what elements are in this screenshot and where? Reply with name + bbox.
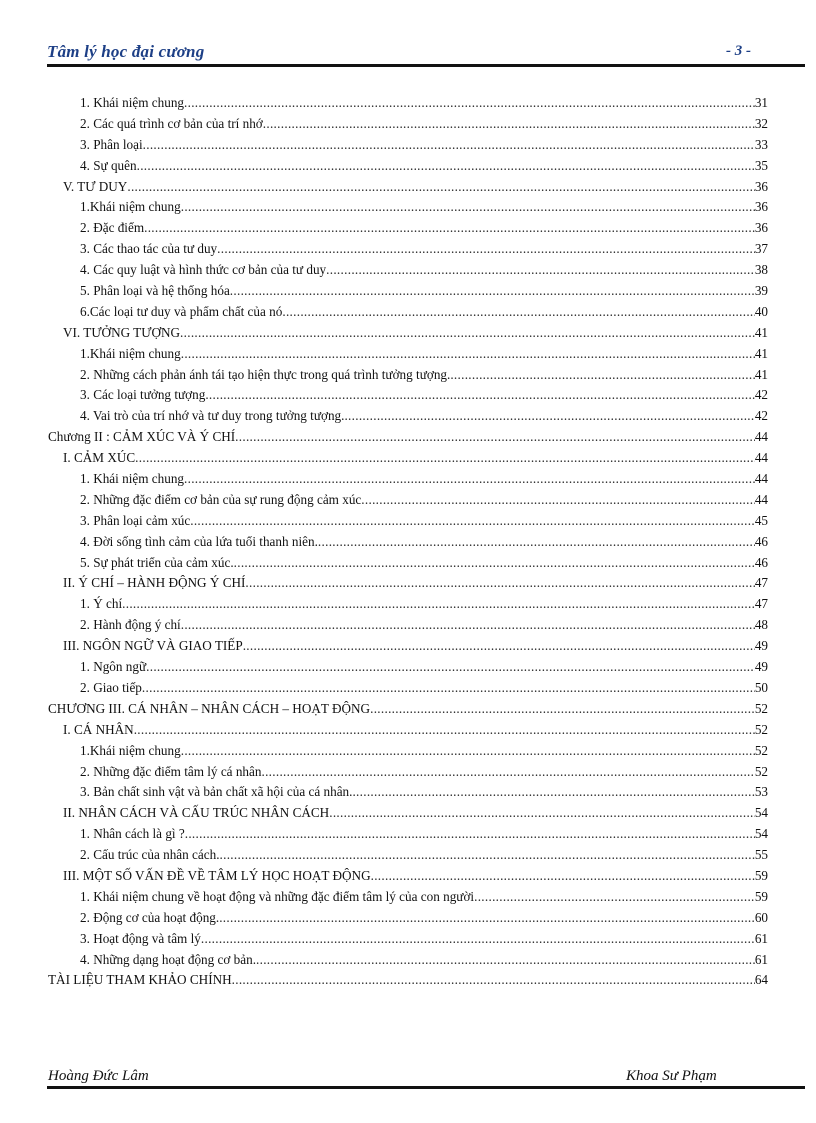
toc-entry-page: 49 <box>754 659 768 675</box>
toc-entry-page: 39 <box>754 283 768 299</box>
toc-dot-leader <box>181 615 755 636</box>
toc-entry-page: 47 <box>754 596 768 612</box>
toc-dot-leader <box>143 135 755 156</box>
toc-dot-leader <box>219 908 755 929</box>
toc-entry-page: 37 <box>754 241 768 257</box>
toc-entry-label: 1. Khái niệm chung về hoạt động và những đặc điểm tâm lý của con người <box>80 888 475 904</box>
toc-entry-page: 38 <box>754 262 768 278</box>
toc-entry-label: 3. Các thao tác của tư duy <box>80 241 218 257</box>
toc-entry-page: 44 <box>754 429 768 445</box>
toc-entry-label: 1.Khái niệm chung <box>80 199 181 215</box>
page-header <box>47 40 805 66</box>
toc-dot-leader <box>371 866 755 887</box>
toc-dot-leader <box>181 197 755 218</box>
toc-dot-leader <box>201 929 755 950</box>
toc-dot-leader <box>184 93 755 114</box>
toc-dot-leader <box>122 594 755 615</box>
toc-entry-page: 54 <box>754 826 768 842</box>
toc-entry[interactable] <box>48 135 768 156</box>
toc-entry-page: 36 <box>754 199 768 215</box>
toc-entry[interactable] <box>48 699 768 720</box>
toc-entry-page: 45 <box>754 512 768 528</box>
toc-entry-page: 52 <box>754 700 768 716</box>
toc-entry[interactable] <box>48 532 768 553</box>
toc-dot-leader <box>232 970 755 991</box>
toc-dot-leader <box>243 636 755 657</box>
toc-entry[interactable] <box>48 302 768 323</box>
toc-entry-label: 3. Bản chất sinh vật và bản chất xã hội của cá nhân. <box>80 784 353 800</box>
toc-dot-leader <box>134 720 755 741</box>
toc-entry-label: 2. Các quá trình cơ bản của trí nhớ <box>80 115 263 131</box>
toc-entry-label: 2. Cấu trúc của nhân cách. <box>80 847 220 863</box>
toc-entry-label: 4. Đời sống tình cảm của lứa tuổi thanh niên. <box>80 533 318 549</box>
toc-dot-leader <box>127 177 754 198</box>
toc-entry-label: VI. TƯỞNG TƯỢNG <box>63 324 181 340</box>
toc-dot-leader <box>474 887 755 908</box>
toc-dot-leader <box>220 845 755 866</box>
toc-entry-label: II. NHÂN CÁCH VÀ CẤU TRÚC NHÂN CÁCH <box>63 805 330 821</box>
toc-entry-page: 40 <box>754 303 768 319</box>
toc-entry-page: 52 <box>754 721 768 737</box>
toc-entry[interactable] <box>48 114 768 135</box>
toc-entry-label: 4. Những dạng hoạt động cơ bản. <box>80 951 257 967</box>
toc-entry[interactable] <box>48 218 768 239</box>
toc-entry-page: 61 <box>754 930 768 946</box>
toc-entry-label: V. TƯ DUY <box>63 178 128 194</box>
toc-entry[interactable] <box>48 177 768 198</box>
toc-dot-leader <box>318 532 755 553</box>
toc-entry[interactable] <box>48 657 768 678</box>
toc-entry-page: 31 <box>754 95 768 110</box>
toc-dot-leader <box>263 114 755 135</box>
toc-dot-leader <box>256 950 755 971</box>
toc-entry-label: III. MỘT SỐ VẤN ĐỀ VỀ TÂM LÝ HỌC HOẠT ĐỘNG <box>63 867 371 883</box>
toc-entry[interactable] <box>48 490 768 511</box>
toc-entry[interactable] <box>48 970 768 991</box>
toc-entry-page: 36 <box>754 220 768 236</box>
toc-entry[interactable] <box>48 511 768 532</box>
toc-entry-page: 49 <box>754 638 768 654</box>
toc-entry[interactable] <box>48 594 768 615</box>
toc-entry-label: III. NGÔN NGỮ VÀ GIAO TIẾP <box>63 638 243 654</box>
toc-entry-page: 46 <box>754 533 768 549</box>
toc-dot-leader <box>181 344 755 365</box>
toc-dot-leader <box>329 803 755 824</box>
toc-dot-leader <box>180 323 755 344</box>
toc-dot-leader <box>234 553 755 574</box>
toc-entry-label: 4. Sự quên <box>80 157 137 173</box>
toc-dot-leader <box>142 678 755 699</box>
toc-entry-label: 6.Các loại tư duy và phẩm chất của nó <box>80 303 283 319</box>
toc-entry-label: 1. Ý chí <box>80 596 123 612</box>
toc-entry-label: Chương II : CẢM XÚC VÀ Ý CHÍ <box>48 429 236 445</box>
toc-entry-label: TÀI LIỆU THAM KHẢO CHÍNH <box>48 972 232 988</box>
toc-entry-label: I. CẢM XÚC <box>63 450 136 466</box>
toc-entry[interactable] <box>48 385 768 406</box>
toc-entry-label: 1.Khái niệm chung <box>80 742 181 758</box>
toc-entry-page: 54 <box>754 805 768 821</box>
toc-entry-label: 2. Đặc điểm <box>80 220 145 236</box>
toc-entry-label: 1. Khái niệm chung <box>80 471 185 487</box>
header-page-number: - 3 - <box>726 43 751 59</box>
toc-entry-page: 33 <box>754 136 768 152</box>
toc-entry-label: 1. Ngôn ngữ <box>80 659 147 675</box>
toc-dot-leader <box>137 156 755 177</box>
toc-entry-page: 41 <box>754 345 768 361</box>
toc-entry-label: 3. Phân loại cảm xúc <box>80 512 191 528</box>
toc-entry[interactable] <box>48 93 768 114</box>
header-rule <box>47 64 805 67</box>
toc-entry-label: 1. Khái niệm chung <box>80 95 185 110</box>
toc-entry[interactable] <box>48 260 768 281</box>
toc-entry-page: 47 <box>754 575 768 591</box>
toc-entry-page: 41 <box>754 366 768 382</box>
toc-entry-page: 32 <box>754 115 768 131</box>
toc-dot-leader <box>217 239 755 260</box>
toc-entry-page: 44 <box>754 491 768 507</box>
footer-department: Khoa Sư Phạm <box>626 1068 717 1084</box>
toc-entry-label: 3. Các loại tưởng tượng <box>80 387 206 403</box>
toc-entry[interactable] <box>48 887 768 908</box>
toc-dot-leader <box>361 490 755 511</box>
header-title: Tâm lý học đại cương <box>47 42 205 61</box>
toc-entry-label: 3. Phân loại <box>80 136 143 152</box>
toc-entry-label: 1. Nhân cách là gì ? <box>80 826 185 842</box>
footer-author: Hoàng Đức Lâm <box>48 1068 149 1084</box>
toc-entry-page: 55 <box>754 847 768 863</box>
toc-entry[interactable] <box>48 636 768 657</box>
toc-entry-page: 46 <box>754 554 768 570</box>
toc-entry[interactable] <box>48 448 768 469</box>
toc-entry-label: 2. Giao tiếp <box>80 679 142 695</box>
toc-entry[interactable] <box>48 156 768 177</box>
toc-entry[interactable] <box>48 239 768 260</box>
toc-entry-page: 36 <box>754 178 768 194</box>
toc-entry-page: 59 <box>754 888 768 904</box>
toc-entry[interactable] <box>48 929 768 950</box>
toc-entry[interactable] <box>48 323 768 344</box>
toc-entry[interactable] <box>48 553 768 574</box>
toc-entry[interactable] <box>48 678 768 699</box>
toc-entry[interactable] <box>48 406 768 427</box>
toc-entry[interactable] <box>48 803 768 824</box>
toc-dot-leader <box>282 302 754 323</box>
toc-entry-label: 2. Những cách phản ánh tái tạo hiện thực trong quá trình tưởng tượng. <box>80 366 451 382</box>
toc-entry[interactable] <box>48 782 768 803</box>
toc-entry-label: I. CÁ NHÂN <box>63 721 134 737</box>
toc-entry-page: 44 <box>754 450 768 466</box>
toc-entry-page: 52 <box>754 742 768 758</box>
toc-entry[interactable] <box>48 197 768 218</box>
toc-entry-page: 35 <box>754 157 768 173</box>
toc-entry-page: 53 <box>754 784 768 800</box>
toc-entry-page: 52 <box>754 763 768 779</box>
toc-entry[interactable] <box>48 469 768 490</box>
toc-entry-label: 2. Những đặc điểm cơ bản của sự rung động cảm xúc <box>80 491 362 507</box>
toc-entry-label: II. Ý CHÍ – HÀNH ĐỘNG Ý CHÍ <box>63 575 246 591</box>
toc-dot-leader <box>135 448 755 469</box>
toc-entry[interactable] <box>48 344 768 365</box>
toc-entry[interactable] <box>48 615 768 636</box>
toc-dot-leader <box>344 406 754 427</box>
toc-entry-label: CHƯƠNG III. CÁ NHÂN – NHÂN CÁCH – HOẠT ĐỘNG <box>48 700 371 716</box>
toc-entry-page: 61 <box>754 951 768 967</box>
toc-dot-leader <box>144 218 755 239</box>
toc-entry-page: 44 <box>754 471 768 487</box>
toc-entry-label: 2. Hành động ý chí <box>80 617 181 633</box>
toc-entry-page: 42 <box>754 408 768 424</box>
toc-entry[interactable] <box>48 824 768 845</box>
toc-entry[interactable] <box>48 741 768 762</box>
toc-entry-page: 60 <box>754 909 768 925</box>
toc-entry[interactable] <box>48 573 768 594</box>
toc-entry-label: 5. Sự phát triển của cảm xúc. <box>80 554 234 570</box>
toc-dot-leader <box>190 511 755 532</box>
toc-dot-leader <box>146 657 755 678</box>
toc-entry[interactable] <box>48 866 768 887</box>
table-of-contents <box>48 93 768 991</box>
toc-dot-leader <box>205 385 755 406</box>
toc-entry-label: 3. Hoạt động và tâm lý <box>80 930 201 946</box>
toc-entry-page: 41 <box>754 324 768 340</box>
toc-entry-label: 4. Các quy luật và hình thức cơ bản của tư duy <box>80 262 327 278</box>
toc-entry[interactable] <box>48 762 768 783</box>
toc-entry-label: 5. Phân loại và hệ thống hóa <box>80 283 230 299</box>
toc-dot-leader <box>261 762 754 783</box>
toc-entry-page: 48 <box>754 617 768 633</box>
toc-entry-page: 59 <box>754 867 768 883</box>
toc-entry[interactable] <box>48 720 768 741</box>
toc-entry[interactable] <box>48 365 768 386</box>
toc-entry-page: 42 <box>754 387 768 403</box>
toc-dot-leader <box>185 824 755 845</box>
toc-dot-leader <box>230 281 755 302</box>
toc-entry-label: 2. Động cơ của hoạt động. <box>80 909 220 925</box>
toc-dot-leader <box>235 427 755 448</box>
toc-dot-leader <box>245 573 754 594</box>
toc-entry[interactable] <box>48 427 768 448</box>
toc-entry[interactable] <box>48 845 768 866</box>
toc-entry[interactable] <box>48 908 768 929</box>
toc-dot-leader <box>370 699 755 720</box>
toc-entry-page: 50 <box>754 679 768 695</box>
toc-dot-leader <box>326 260 755 281</box>
toc-dot-leader <box>181 741 755 762</box>
toc-dot-leader <box>352 782 754 803</box>
footer-rule <box>47 1086 805 1089</box>
toc-entry-page: 64 <box>754 972 768 988</box>
toc-dot-leader <box>184 469 755 490</box>
toc-entry-label: 4. Vai trò của trí nhớ và tư duy trong tưởng tượng. <box>80 408 345 424</box>
toc-entry-label: 2. Những đặc điểm tâm lý cá nhân <box>80 763 262 779</box>
toc-entry-label: 1.Khái niệm chung <box>80 345 181 361</box>
toc-entry[interactable] <box>48 950 768 971</box>
toc-dot-leader <box>450 365 755 386</box>
toc-entry[interactable] <box>48 281 768 302</box>
